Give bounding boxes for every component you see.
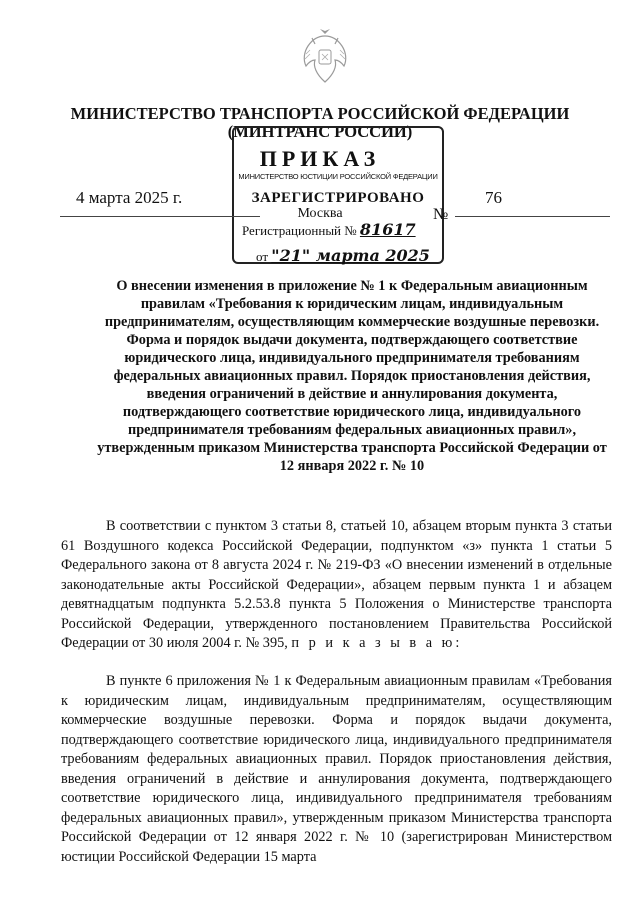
stamp-reg-number: 81617: [359, 220, 416, 239]
number-sign: №: [433, 206, 449, 223]
order-verb: п р и к а з ы в а ю:: [291, 635, 463, 651]
stamp-date-prefix: от: [256, 249, 269, 264]
stamp-number-row: [242, 220, 416, 239]
order-number: 76: [485, 188, 502, 207]
stamp-organization: МИНИСТЕРСТВО ЮСТИЦИИ РОССИЙСКОЙ ФЕДЕРАЦИИ: [238, 172, 438, 181]
body-paragraph-1: [61, 517, 612, 654]
stamp-date-row: [256, 246, 430, 265]
paragraph-text: В соответствии с пунктом 3 статьи 8, статьей 10, абзацем вторым пункта 3 статьи 61 Воздушного кодекса Российской Федерации, подпунктом «з» пункта 1 статьи 5 Федерального закона от 8 августа 2024 г. № 219-ФЗ «О внесении изменений в отдельные законодательные акты Российской Федерации», абзацем первым пункта 1 и абзацем девятнадцатым подпункта 5.2.53.8 пункта 5 Положения о Министерстве транспорта Российской Федерации, утвержденного постановлением Правительства Российской Федерации от 30 июля 2004 г. № 395,: [61, 518, 612, 651]
order-city: Москва: [297, 206, 343, 221]
ministry-name: МИНИСТЕРСТВО ТРАНСПОРТА РОССИЙСКОЙ ФЕДЕРАЦИИ: [70, 104, 570, 123]
ministry-short-name: (МИНТРАНС РОССИИ): [227, 122, 413, 141]
number-underline: [455, 216, 610, 217]
russian-coat-of-arms-icon: [300, 26, 350, 86]
stamp-reg-label: Регистрационный №: [242, 223, 357, 238]
stamp-date-value: "21" марта 2025: [271, 246, 430, 265]
body-paragraph-2: В пункте 6 приложения № 1 к Федеральным авиационным правилам «Требования к юридическим лицам, индивидуальным предпринимателям, осуществляющим коммерческие воздушные перевозки. Форма и порядок выдачи документа, подтверждающего соответствие юридического лица, индивидуального предпринимателя требованиям федеральных авиационных правил. Порядок приостановления действия, введения ограничений в действие и аннулирования документа, подтверждающего соответствие юридического лица, индивидуального предпринимателя требованиям федеральных авиационных правил», утвержденным приказом Министерства транспорта Российской Федерации от 12 января 2022 г. № 10 (зарегистрирован Министерством юстиции Российской Федерации 15 марта: [61, 673, 612, 865]
order-date: 4 марта 2025 г.: [76, 188, 183, 207]
stamp-registered-label: ЗАРЕГИСТРИРОВАНО: [251, 190, 425, 206]
order-title: О внесении изменения в приложение № 1 к Федеральным авиационным правилам «Требования к юридическим лицам, индивидуальным предпринимателям, осуществляющим коммерческие воздушные перевозки. Форма и порядок выдачи документа, подтверждающего соответствие юридического лица, индивидуального предпринимателя требованиям федеральных авиационных правил. Порядок приостановления действия, введения ограничений в действие и аннулирования документа, подтверждающего соответствие юридического лица, индивидуального предпринимателя требованиям федеральных авиационных правил», утвержденным приказом Министерства транспорта Российской Федерации от 12 января 2022 г. № 10: [97, 278, 607, 474]
document-type: ПРИКАЗ: [259, 146, 381, 171]
